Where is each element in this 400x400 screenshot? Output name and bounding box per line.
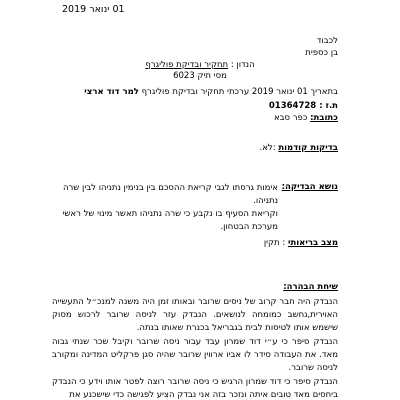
recipient-name: בן כספית bbox=[305, 48, 338, 58]
subject-prefix: הנדון : bbox=[228, 60, 255, 70]
topic-line-2: וקריאת הסעיף בו נקבע כי שרה נתניהו תאשר מינוי של ראשי מערכת הבטחון. bbox=[62, 209, 278, 232]
topic-label: נושא הבדיקה: bbox=[281, 182, 338, 192]
health-value: : תקין bbox=[263, 238, 288, 248]
subject-person-name: למר דוד ארצי bbox=[84, 87, 139, 97]
recipient-salutation: לכבוד bbox=[316, 36, 338, 46]
address-line bbox=[274, 113, 338, 123]
id-value: 01364728 bbox=[268, 101, 317, 111]
conversation-body bbox=[52, 296, 338, 400]
topic-line-1: אימות גרסתו לגבי קריאת ההסכם בין בנימין נתניהו לבין שרה נתניהו. bbox=[62, 183, 278, 206]
opening-text: בתאריך 01 ינואר 2019 ערכתי תחקיר ובדיקת פוליגרף bbox=[138, 87, 338, 97]
health-label: מצב בריאותי bbox=[287, 238, 338, 248]
topic-body bbox=[52, 182, 278, 234]
id-label: ת.ז : bbox=[319, 101, 338, 111]
conversation-paragraph-1: הנבדק היה חבר קרוב של ניסים שרובר ובאותו זמן היה משנה למנכ״ל התעשייה האוירית,נחשב כמומחה לנושאים. הנבדק עזר לניסה שרובר לרכוש מסוק שישמש אותו לטיסות לבית בגבריאל בכנרת שאותו בנתה. bbox=[52, 297, 338, 333]
address-value: כפר סבא bbox=[273, 113, 311, 123]
opening-paragraph bbox=[84, 87, 338, 97]
document-date: 01 ינואר 2019 bbox=[62, 4, 125, 15]
conversation-title: שיחת הבהרה: bbox=[283, 282, 338, 292]
health-status-line bbox=[264, 238, 338, 248]
id-line bbox=[269, 101, 338, 111]
conversation-paragraph-2: הנבדק סיפר כי ע״י דוד שמרון עבד עבור ניסה שרובר וקיבל שכר שנתי גבוה מאד. את העבודה סידר לו אביו ארווין שרובר שהיה סגן פרקליט המדינה ומקורב לניסה שרובר. bbox=[52, 337, 338, 373]
conversation-paragraph-3: הנבדק סיפר כי דוד שמרון הרגיש כי ניסה שרובר רוצה לפטר אותו וידע כי הנבדק ביחסים מאד טובים איתה ונזכר בזה אני נבדק הציע לפגישה כדי שישכנע את bbox=[52, 377, 338, 400]
previous-tests-line bbox=[260, 143, 338, 153]
previous-tests-label: בדיקות קודמות bbox=[278, 143, 338, 153]
previous-tests-value: :לא. bbox=[259, 143, 279, 153]
address-label: כתובת: bbox=[310, 113, 338, 123]
file-number: מסי תיק 6023 bbox=[173, 71, 227, 81]
subject-line bbox=[0, 60, 400, 70]
subject-text: תחקיר ובדיקת פוליגרף bbox=[145, 60, 229, 70]
